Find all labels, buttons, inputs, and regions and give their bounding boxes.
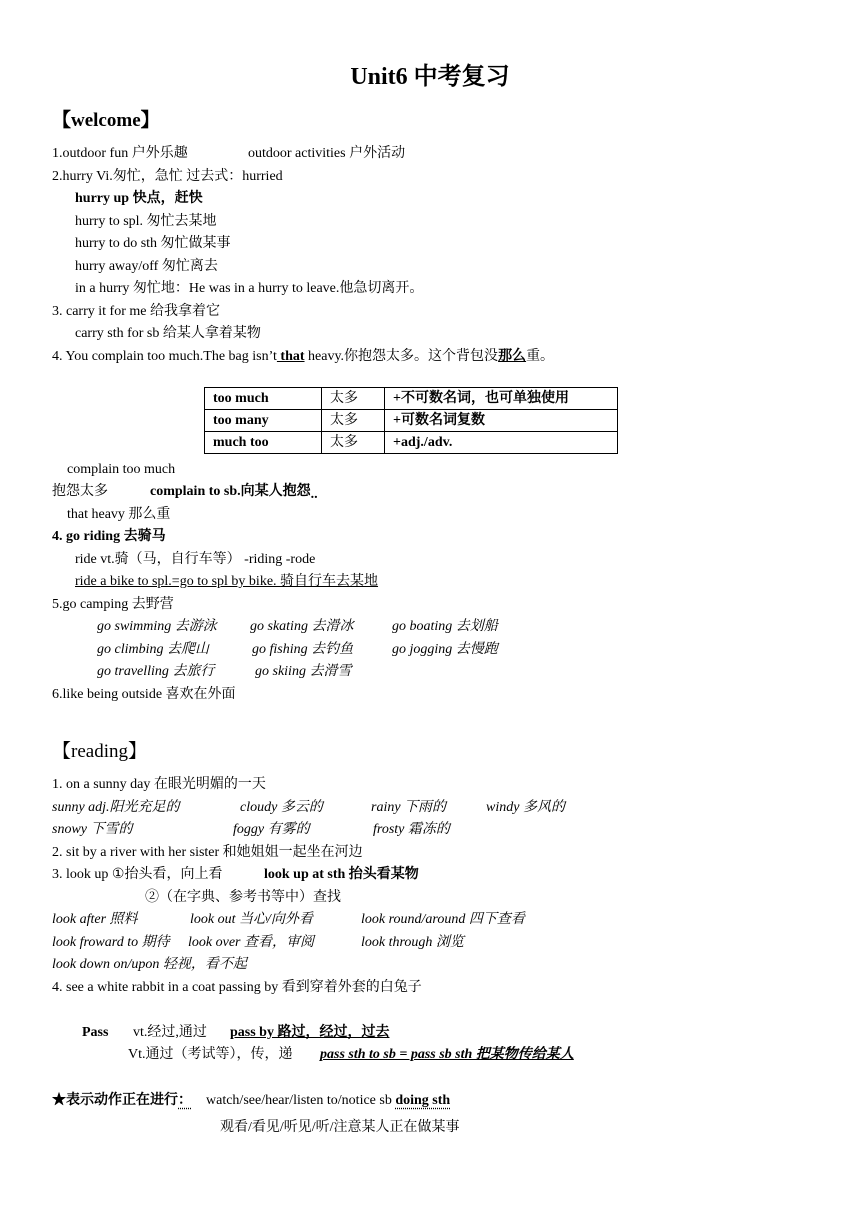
text-line: go fishing 去钓鱼 [252, 642, 354, 657]
text-segment: 那么 [498, 349, 527, 364]
text-line: 2. sit by a river with her sister 和她姐姐一起坐在河边 [52, 845, 363, 860]
text-line: look down on/upon 轻视，看不起 [52, 957, 247, 972]
section-heading-reading: 【reading】 [52, 741, 147, 762]
text-segment: watch/see/hear/listen to/notice sb [206, 1093, 396, 1108]
table-cell: +adj./adv. [385, 432, 618, 454]
text-line: ride vt.骑（马，自行车等） -riding -rode [75, 552, 316, 567]
text-line: rainy 下雨的 [371, 800, 447, 815]
table-cell: 太多 [322, 410, 385, 432]
table-cell: +可数名词复数 [385, 410, 618, 432]
text-line: 6.like being outside 喜欢在外面 [52, 687, 236, 702]
text-line: look froward to 期待 [52, 935, 170, 950]
table-cell: +不可数名词，也可单独使用 [385, 388, 618, 410]
text-line: 3. carry it for me 给我拿着它 [52, 304, 220, 319]
text-line: sunny adj.阳光充足的 [52, 800, 180, 815]
table-cell: 太多 [322, 432, 385, 454]
text-line: vt.经过,通过 [133, 1025, 207, 1040]
text-line: hurry away/off 匆忙离去 [75, 259, 218, 274]
text-line: outdoor activities 户外活动 [248, 146, 406, 161]
text-line: windy 多风的 [486, 800, 565, 815]
text-line: look through 浏览 [361, 935, 464, 950]
text-line: 4. go riding 去骑马 [52, 529, 166, 544]
text-segment: that [276, 349, 305, 364]
text-line: go swimming 去游泳 [97, 619, 217, 634]
text-line: look round/around 四下查看 [361, 912, 525, 927]
text-line: ②（在字典、参考书等中）查找 [145, 890, 341, 905]
text-segment: ★表示动作正在进行 [52, 1093, 178, 1108]
text-line: 观看/看见/听见/听/注意某人正在做某事 [220, 1120, 460, 1135]
text-line: snowy 下雪的 [52, 822, 133, 837]
text-line: look over 查看，审阅 [188, 935, 314, 950]
text-line: cloudy 多云的 [240, 800, 323, 815]
text-line: foggy 有雾的 [233, 822, 310, 837]
text-line: 1.outdoor fun 户外乐趣 [52, 146, 188, 161]
text-line [52, 348, 554, 366]
text-line: look out 当心/向外看 [190, 912, 313, 927]
text-line: in a hurry 匆忙地：He was in a hurry to leave.他急切离开。 [75, 281, 424, 296]
table-cell: 太多 [322, 388, 385, 410]
text-line: frosty 霜冻的 [373, 822, 450, 837]
text-line: hurry to do sth 匆忙做某事 [75, 236, 231, 251]
text-line: carry sth for sb 给某人拿着某物 [75, 326, 261, 341]
text-line [52, 1092, 450, 1110]
text-line: 抱怨太多 [52, 484, 108, 499]
text-line: go skiing 去滑雪 [255, 664, 352, 679]
text-line: complain too much [67, 462, 176, 477]
text-line: 1. on a sunny day 在眼光明媚的一天 [52, 777, 266, 792]
text-segment: heavy.你抱怨太多。这个背包没 [304, 349, 499, 364]
table-cell: too many [205, 410, 322, 432]
text-segment: doing sth [395, 1093, 451, 1108]
text-line: 4. see a white rabbit in a coat passing by 看到穿着外套的白兔子 [52, 980, 422, 995]
text-line: go climbing 去爬山 [97, 642, 209, 657]
text-segment: 重。 [526, 349, 555, 364]
text-segment: complain to sb.向某人抱怨 [150, 484, 311, 499]
comparison-table [204, 387, 618, 454]
text-line: hurry up 快点，赶快 [75, 191, 203, 206]
text-line: go jogging 去慢跑 [392, 642, 498, 657]
text-line: look up at sth 抬头看某物 [264, 867, 419, 882]
text-line [150, 483, 318, 501]
text-line: pass sth to sb = pass sb sth 把某物传给某人 [320, 1047, 574, 1062]
text-line: that heavy 那么重 [67, 507, 171, 522]
text-line: 5.go camping 去野营 [52, 597, 174, 612]
table-row [205, 432, 618, 454]
text-line: go boating 去划船 [392, 619, 498, 634]
text-segment: 4. You complain too much.The bag isn’t [52, 349, 277, 364]
table-row [205, 388, 618, 410]
page-title: Unit6 中考复习 [350, 64, 510, 90]
text-line: 2.hurry Vi.匆忙，急忙 过去式：hurried [52, 169, 283, 184]
text-line: pass by 路过，经过，过去 [230, 1025, 390, 1040]
text-line: 3. look up ①抬头看，向上看 [52, 867, 223, 882]
table-row [205, 410, 618, 432]
section-heading-welcome: 【welcome】 [52, 110, 160, 131]
text-line: go skating 去滑冰 [250, 619, 354, 634]
text-line: Pass [82, 1025, 109, 1040]
text-segment: ： [178, 1093, 192, 1108]
text-line: ride a bike to spl.=go to spl by bike. 骑自行车去某地 [75, 574, 379, 589]
text-segment: .. [310, 487, 318, 502]
text-line: look after 照料 [52, 912, 138, 927]
text-line: hurry to spl. 匆忙去某地 [75, 214, 217, 229]
table-cell: much too [205, 432, 322, 454]
table-cell: too much [205, 388, 322, 410]
text-line: Vt.通过（考试等），传，递 [128, 1047, 293, 1062]
text-line: go travelling 去旅行 [97, 664, 215, 679]
